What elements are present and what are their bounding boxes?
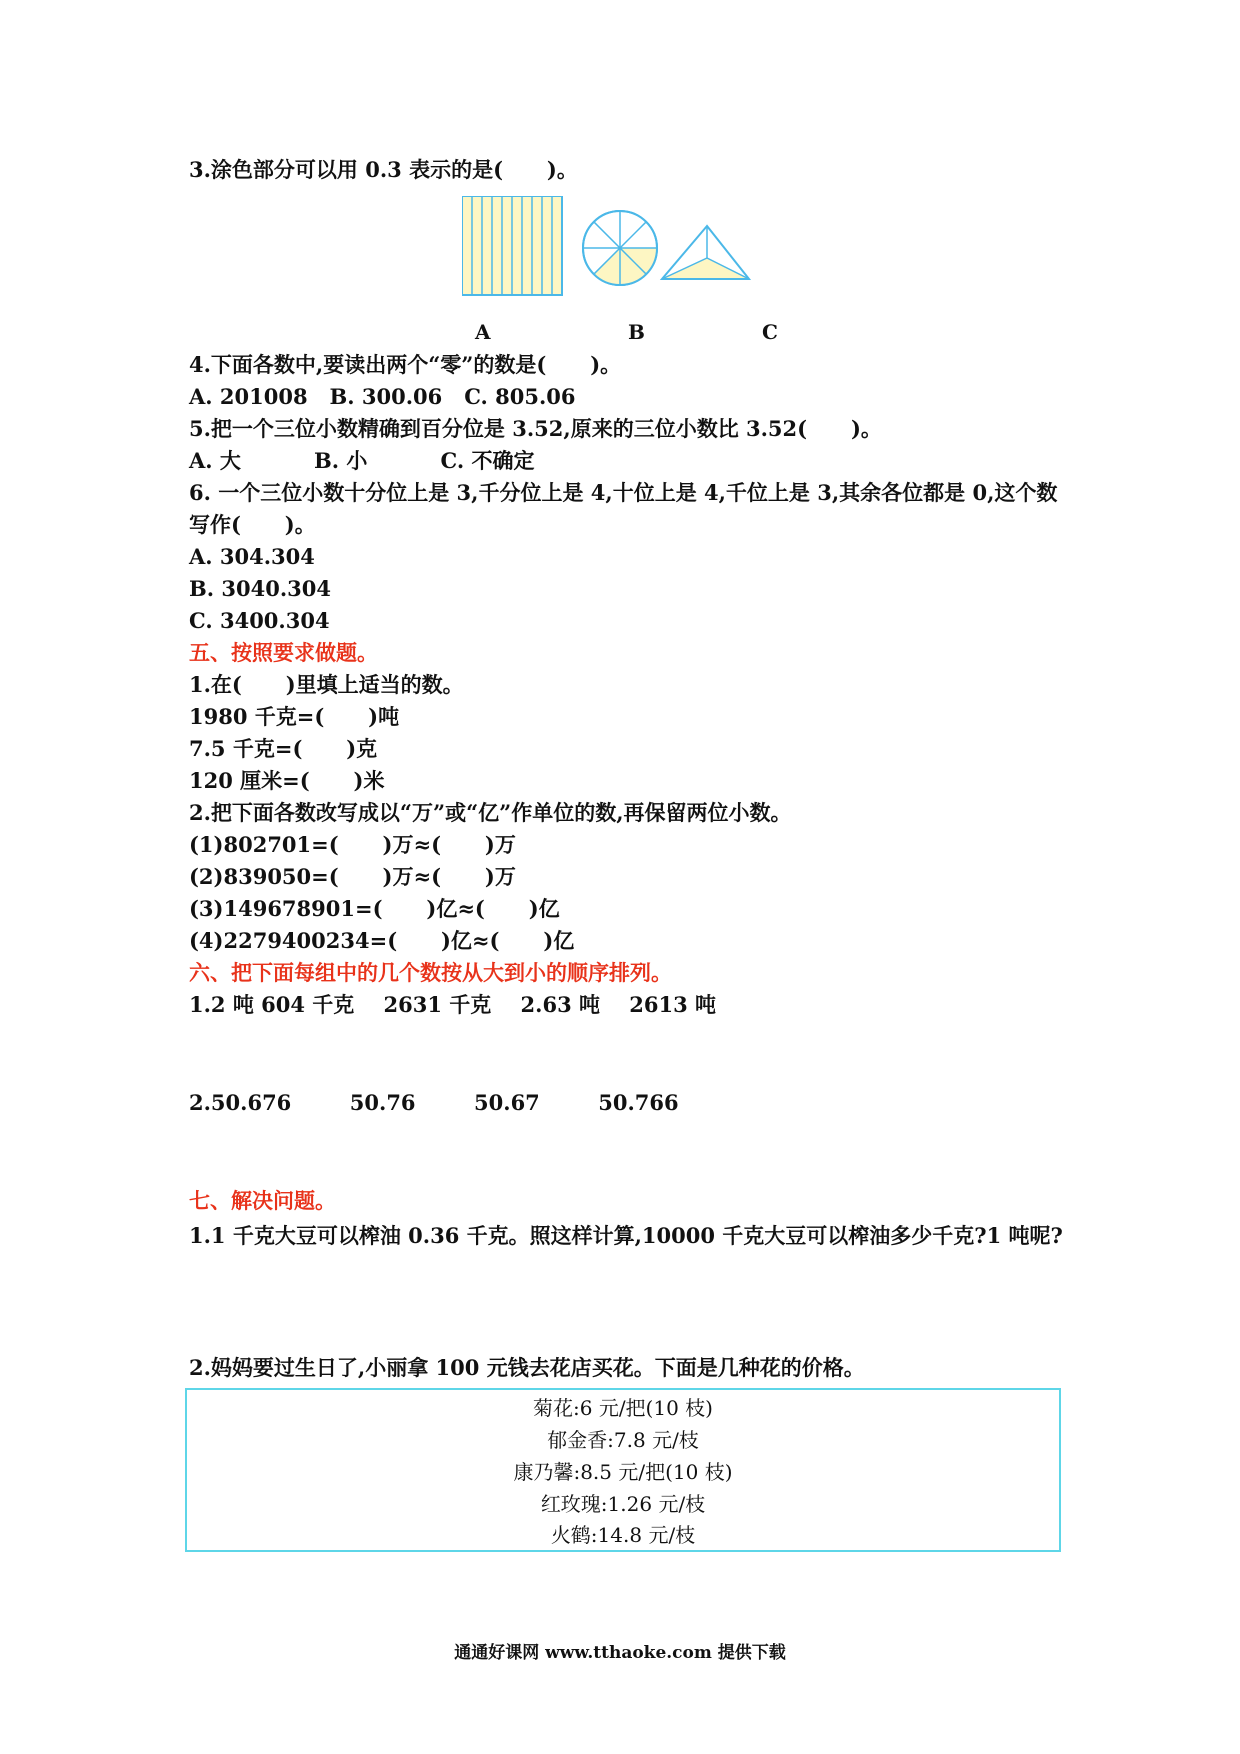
q4-options: A. 201008 B. 300.06 C. 805.06 <box>189 384 576 409</box>
section5-q1-stem: 1.在( )里填上适当的数。 <box>189 672 464 697</box>
figure-c-divided-triangle <box>662 226 749 279</box>
section5-q2-item-4: (4)2279400234=( )亿≈( )亿 <box>189 928 575 953</box>
price-chrysanthemum: 菊花:6 元/把(10 枝) <box>533 1396 713 1420</box>
section7-heading: 七、解决问题。 <box>189 1188 336 1213</box>
section6-heading: 六、把下面每组中的几个数按从大到小的顺序排列。 <box>189 960 672 985</box>
section5-q2-item-1: (1)802701=( )万≈( )万 <box>189 832 516 857</box>
section7-q2: 2.妈妈要过生日了,小丽拿 100 元钱去花店买花。下面是几种花的价格。 <box>189 1355 865 1380</box>
footer-source: 通通好课网 www.tthaoke.com 提供下载 <box>454 1643 786 1663</box>
section5-q1-item-2: 7.5 千克=( )克 <box>189 736 378 761</box>
q3-figures-svg <box>462 196 802 336</box>
section5-q2-item-3: (3)149678901=( )亿≈( )亿 <box>189 896 560 921</box>
figure-c-label: C <box>762 320 778 344</box>
q5-stem: 5.把一个三位小数精确到百分位是 3.52,原来的三位小数比 3.52( )。 <box>189 416 882 441</box>
figure-b-label: B <box>628 320 645 344</box>
q5-options: A. 大 B. 小 C. 不确定 <box>189 448 535 473</box>
figure-b-divided-circle <box>583 211 657 285</box>
q6-option-b: B. 3040.304 <box>189 576 331 601</box>
flower-price-box <box>185 1388 1061 1552</box>
price-carnation: 康乃馨:8.5 元/把(10 枝) <box>513 1460 733 1484</box>
q6-stem-line2: 写作( )。 <box>189 512 316 537</box>
q4-stem: 4.下面各数中,要读出两个“零”的数是( )。 <box>189 352 622 377</box>
figure-a-striped-rectangle <box>462 196 562 295</box>
section6-group-1: 1.2 吨 604 千克 2631 千克 2.63 吨 2613 吨 <box>189 992 717 1017</box>
section5-q1-item-3: 120 厘米=( )米 <box>189 768 385 793</box>
section5-heading: 五、按照要求做题。 <box>189 640 378 665</box>
q3-stem: 3.涂色部分可以用 0.3 表示的是( )。 <box>189 157 578 182</box>
q3-figures <box>462 196 802 344</box>
section6-group-2: 2.50.676 50.76 50.67 50.766 <box>189 1090 679 1115</box>
price-red-rose: 红玫瑰:1.26 元/枝 <box>540 1492 706 1516</box>
section5-q2-item-2: (2)839050=( )万≈( )万 <box>189 864 516 889</box>
q6-option-c: C. 3400.304 <box>189 608 330 633</box>
section7-q1: 1.1 千克大豆可以榨油 0.36 千克。照这样计算,10000 千克大豆可以榨油多少千克?1 吨呢? <box>189 1223 1063 1248</box>
figure-a-label: A <box>475 320 491 344</box>
section5-q2-stem: 2.把下面各数改写成以“万”或“亿”作单位的数,再保留两位小数。 <box>189 800 792 825</box>
price-tulip: 郁金香:7.8 元/枝 <box>547 1428 699 1452</box>
q6-stem-line1: 6. 一个三位小数十分位上是 3,千分位上是 4,十位上是 4,千位上是 3,其余各位都是 0,这个数 <box>189 480 1058 505</box>
price-anthurium: 火鹤:14.8 元/枝 <box>550 1523 696 1547</box>
section5-q1-item-1: 1980 千克=( )吨 <box>189 704 400 729</box>
q6-option-a: A. 304.304 <box>189 544 315 569</box>
